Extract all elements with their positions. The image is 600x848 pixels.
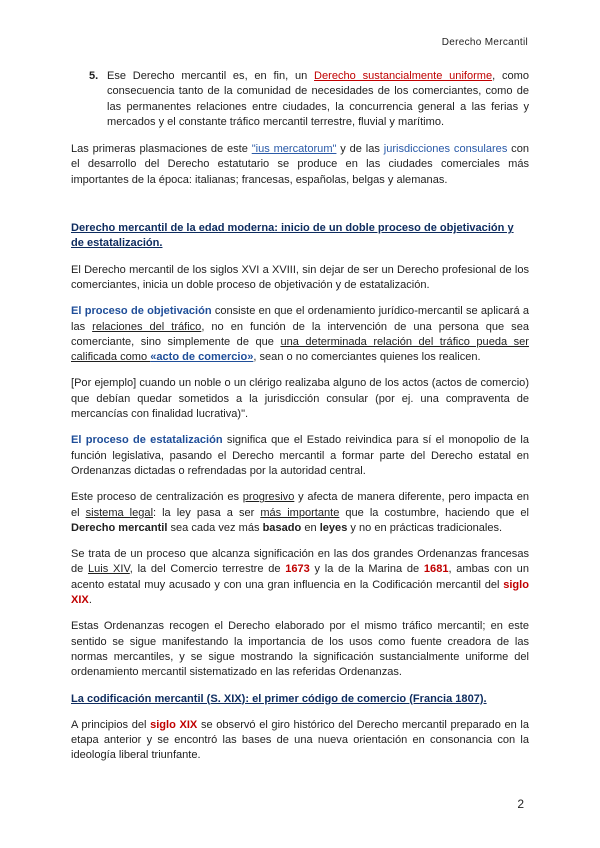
text-run: y afecta de manera diferente, pero impacta en el [71, 491, 529, 519]
paragraph-ordenanzas-francesas [71, 547, 529, 608]
text-run: Las primeras plasmaciones de este [71, 143, 252, 156]
text-run: , como consecuencia tanto de la comunidad de necesidades de los comerciantes, como de las permanentes relaciones entre ciudades, la concurrencia general a las ferias y mercados y el constante tráfico mercantil terrestre, fluvial y marítimo. [107, 70, 530, 128]
text-run: consiste en que el ordenamiento jurídico-mercantil se aplicará a las [71, 305, 530, 333]
underlined-text: sistema legal [85, 506, 154, 519]
ius-mercatorum-link[interactable]: "ius mercatorum" [251, 143, 337, 156]
text-run: . [88, 594, 92, 607]
text-run: , la del Comercio terrestre de [129, 563, 286, 576]
highlight-century: siglo XIX [71, 578, 529, 607]
text-run: se observó el giro histórico del Derecho mercantil preparado en la etapa anterior y se encontró las bases de una nueva orientación en consonancia con la ideología liberal triunfante. [71, 718, 529, 762]
text-run: significa que el Estado reivindica para sí el monopolio de la función legislativa, pasando el Derecho mercantil a formar parte del Derecho estatal en Ordenanzas dictadas o refrendadas por la autoridad central. [71, 434, 529, 477]
paragraph-objetivacion [71, 304, 529, 365]
underlined-text: Luis XIV [88, 563, 130, 576]
text-run: , ambas con un acento estatal muy acusado y con una gran influencia en la Codificación mercantil del [71, 563, 529, 591]
text-run: con el desarrollo del Derecho estatutario se produce en las ciudades comerciales más importantes de la época: italianas; francesas, españolas, belgas y alemanas. [71, 143, 529, 186]
bold-text: leyes [319, 521, 348, 534]
section-heading-edad-moderna: Derecho mercantil de la edad moderna: inicio de un doble proceso de objetivación y de estatalización. [71, 222, 514, 250]
section-heading-codificacion: La codificación mercantil (S. XIX): el primer código de comercio (Francia 1807). [71, 692, 487, 705]
text-run: sea cada vez más [167, 521, 263, 534]
underlined-text: relaciones del tráfico [92, 320, 202, 333]
paragraph-intro: El Derecho mercantil de los siglos XVI a XVIII, sin dejar de ser un Derecho profesional de los comerciantes, inicia un doble proceso de objetivación y de estatalización. [71, 263, 529, 291]
item-number: 5. [89, 70, 99, 82]
highlight-year: 1673 [285, 563, 310, 576]
estatalizacion-term: El proceso de estatalización [71, 434, 223, 447]
acto-de-comercio-term: «acto de comercio» [150, 351, 254, 364]
text-run: Este proceso de centralización es [71, 491, 243, 504]
paragraph-ordenanzas: Estas Ordenanzas recogen el Derecho elaborado por el mismo tráfico mercantil; en este sentido se sigue manifestando la importancia de los usos como fuente creadora de las normas mercantiles, y se sigue mostrando la significación sustancialmente uniforme del ordenamiento mercantil sistematizado en las referidas Ordenanzas. [71, 620, 529, 679]
text-run: Ese Derecho mercantil es, en fin, un [107, 70, 315, 82]
text-run: A principios del [71, 718, 151, 731]
text-run: en [301, 521, 320, 534]
bold-text: Derecho mercantil [71, 521, 168, 534]
paragraph-estatalizacion [71, 433, 529, 479]
uniform-law-link[interactable]: Derecho sustancialmente uniforme [314, 70, 493, 82]
underlined-text: progresivo [242, 491, 295, 504]
paragraph-example: [Por ejemplo] cuando un noble o un clérigo realizaba alguno de los actos (actos de comercio) que debían quedar sometidos a la jurisdicción consular (por ej. una compraventa de mercancías con finalidad lucrativa)". [71, 377, 529, 421]
highlight-year: 1681 [423, 563, 449, 576]
text-run: Se trata de un proceso que alcanza significación en las dos grandes Ordenanzas francesas de [71, 548, 529, 576]
document-body [71, 69, 529, 775]
underlined-text: más importante [260, 506, 340, 519]
text-run: y de las [336, 143, 384, 156]
text-run: y no en prácticas tradicionales. [347, 521, 503, 534]
paragraph-centralizacion [71, 490, 529, 536]
objetivacion-term: El proceso de objetivación [71, 305, 212, 318]
jurisdicciones-link[interactable]: jurisdicciones consulares [383, 143, 508, 156]
text-run: , sean o no comerciantes quienes los realicen. [253, 351, 481, 364]
item-text [107, 69, 529, 130]
text-run: : la ley pasa a ser [153, 506, 261, 519]
bold-text: basado [262, 521, 302, 534]
paragraph-siglo-xix [71, 718, 529, 764]
page-number: 2 [517, 797, 524, 811]
text-run: que la costumbre, haciendo que el [339, 506, 529, 519]
text-run: , no en función de la intervención de una persona que sea comerciante, sino simplemente de que [71, 320, 529, 348]
text-run: y la de la Marina de [309, 563, 424, 576]
paragraph-ius-mercatorum [71, 142, 529, 188]
running-header: Derecho Mercantil [441, 37, 528, 48]
numbered-item-5 [71, 69, 529, 130]
underlined-text: una determinada relación del tráfico pueda ser calificada como [71, 335, 529, 364]
highlight-century: siglo XIX [150, 718, 198, 731]
